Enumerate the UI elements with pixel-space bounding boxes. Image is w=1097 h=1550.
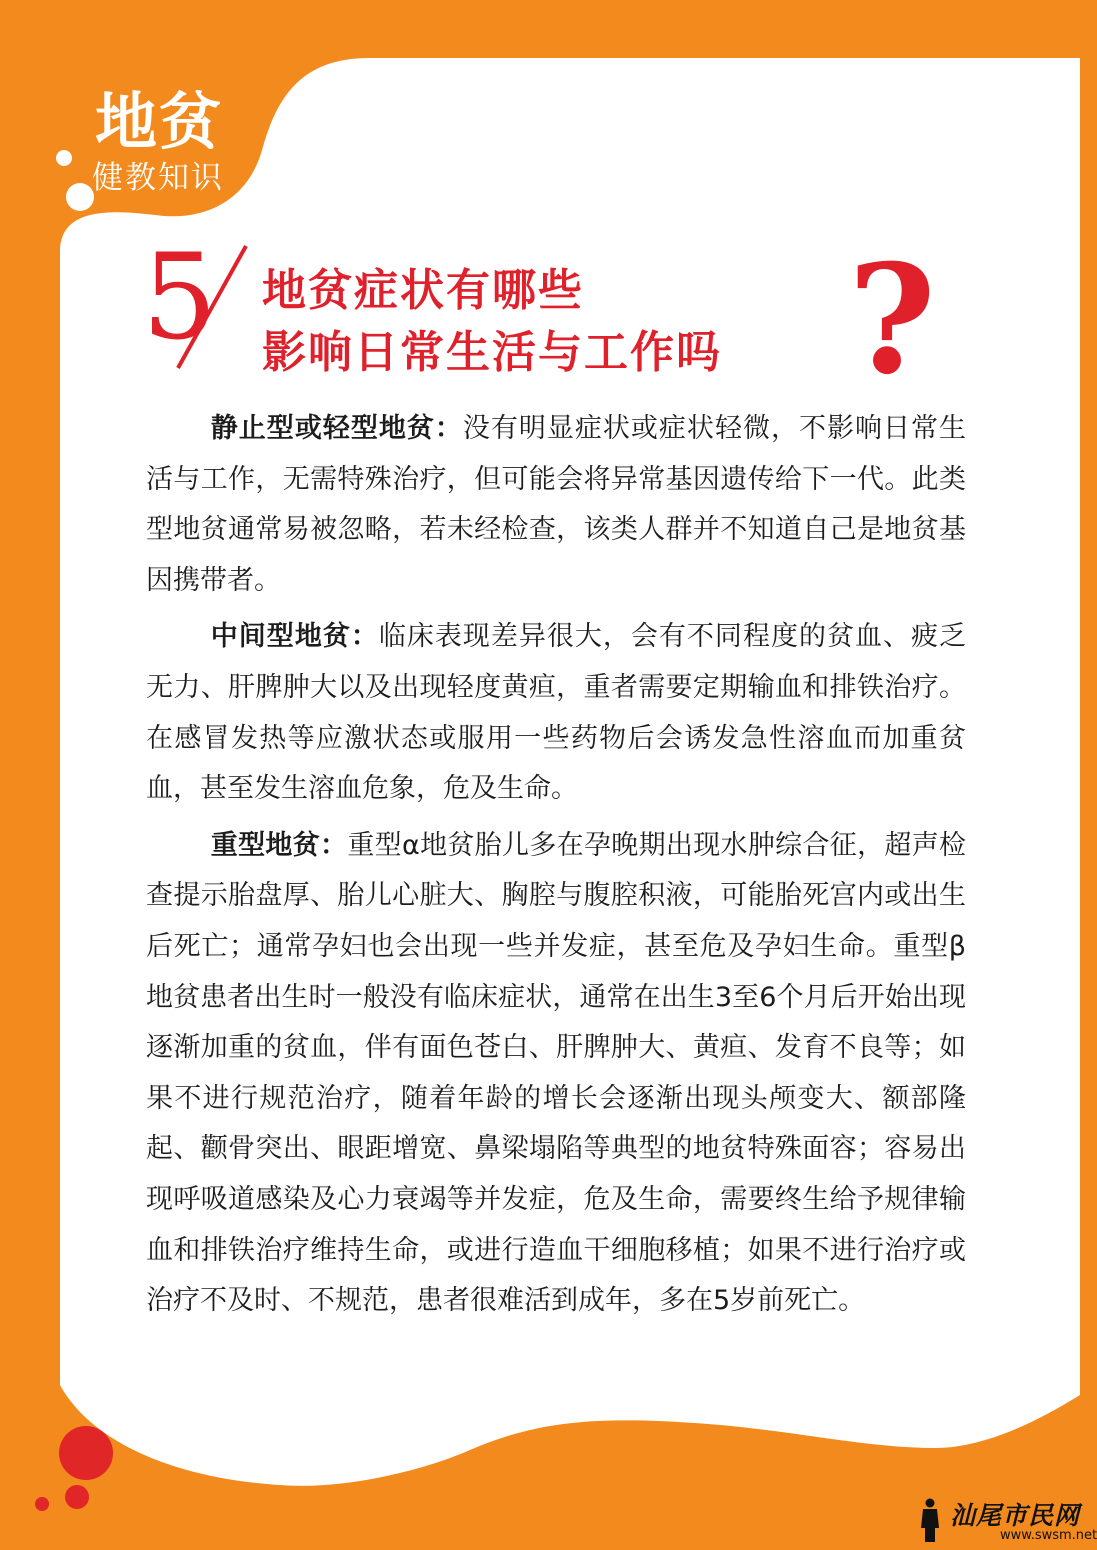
body-content: [146, 404, 966, 1327]
heading-line-2: 影响日常生活与工作吗: [262, 327, 722, 378]
watermark-url: www.swsm.net: [1000, 1528, 1097, 1543]
section-text: 临床表现差异很大，会有不同程度的贫血、疲乏无力、肝脾肿大以及出现轻度黄疸，重者需要定期输血和排铁治疗。在感冒发热等应激状态或服用一些药物后会诱发急性溶血而加重贫血，甚至发生溶血危象，危及生命。: [146, 621, 966, 805]
section-mild: [146, 404, 966, 606]
header-subtitle: 健教知识: [92, 160, 224, 196]
watermark-name: 汕尾市民网: [950, 1501, 1081, 1530]
deco-dot: [66, 183, 94, 211]
slash-divider: [168, 240, 258, 375]
question-mark-icon: ?: [848, 232, 936, 408]
section-text: 没有明显症状或症状轻微，不影响日常生活与工作，无需特殊治疗，但可能会将异常基因遗传给下一代。此类型地贫通常易被忽略，若未经检查，该类人群并不知道自己是地贫基因携带者。: [146, 413, 967, 596]
section-major: [146, 821, 966, 1327]
deco-dot: [35, 1497, 49, 1511]
deco-dot: [59, 1426, 113, 1480]
section-number: 5: [142, 228, 218, 366]
section-intermediate: [146, 612, 966, 814]
section-text: 重型α地贫胎儿多在孕晚期出现水肿综合征，超声检查提示胎盘厚、胎儿心脏大、胸腔与腹腔积液，可能胎死宫内或出生后死亡；通常孕妇也会出现一些并发症，甚至危及孕妇生命。重型β地贫患者出生时一般没有临床症状，通常在出生3至6个月后开始出现逐渐加重的贫血，伴有面色苍白、肝脾肿大、黄疸、发育不良等；如果不进行规范治疗，随着年龄的增长会逐渐出现头颅变大、额部隆起、颧骨突出、眼距增宽、鼻梁塌陷等典型的地贫特殊面容；容易出现呼吸道感染及心力衰竭等并发症，危及生命，需要终生给予规律输血和排铁治疗维持生命，或进行造血干细胞移植；如果不进行治疗或治疗不及时、不规范，患者很难活到成年，多在5岁前死亡。: [146, 829, 967, 1317]
heading-line-1: 地贫症状有哪些: [262, 265, 584, 316]
section-label: 中间型地贫：: [210, 621, 379, 653]
section-label: 重型地贫：: [210, 829, 348, 861]
watermark-figure-icon: [918, 1498, 942, 1542]
section-label: 静止型或轻型地贫：: [210, 413, 463, 444]
deco-dot: [56, 150, 72, 166]
deco-dot: [65, 1485, 89, 1509]
header-title: 地贫: [95, 85, 224, 158]
